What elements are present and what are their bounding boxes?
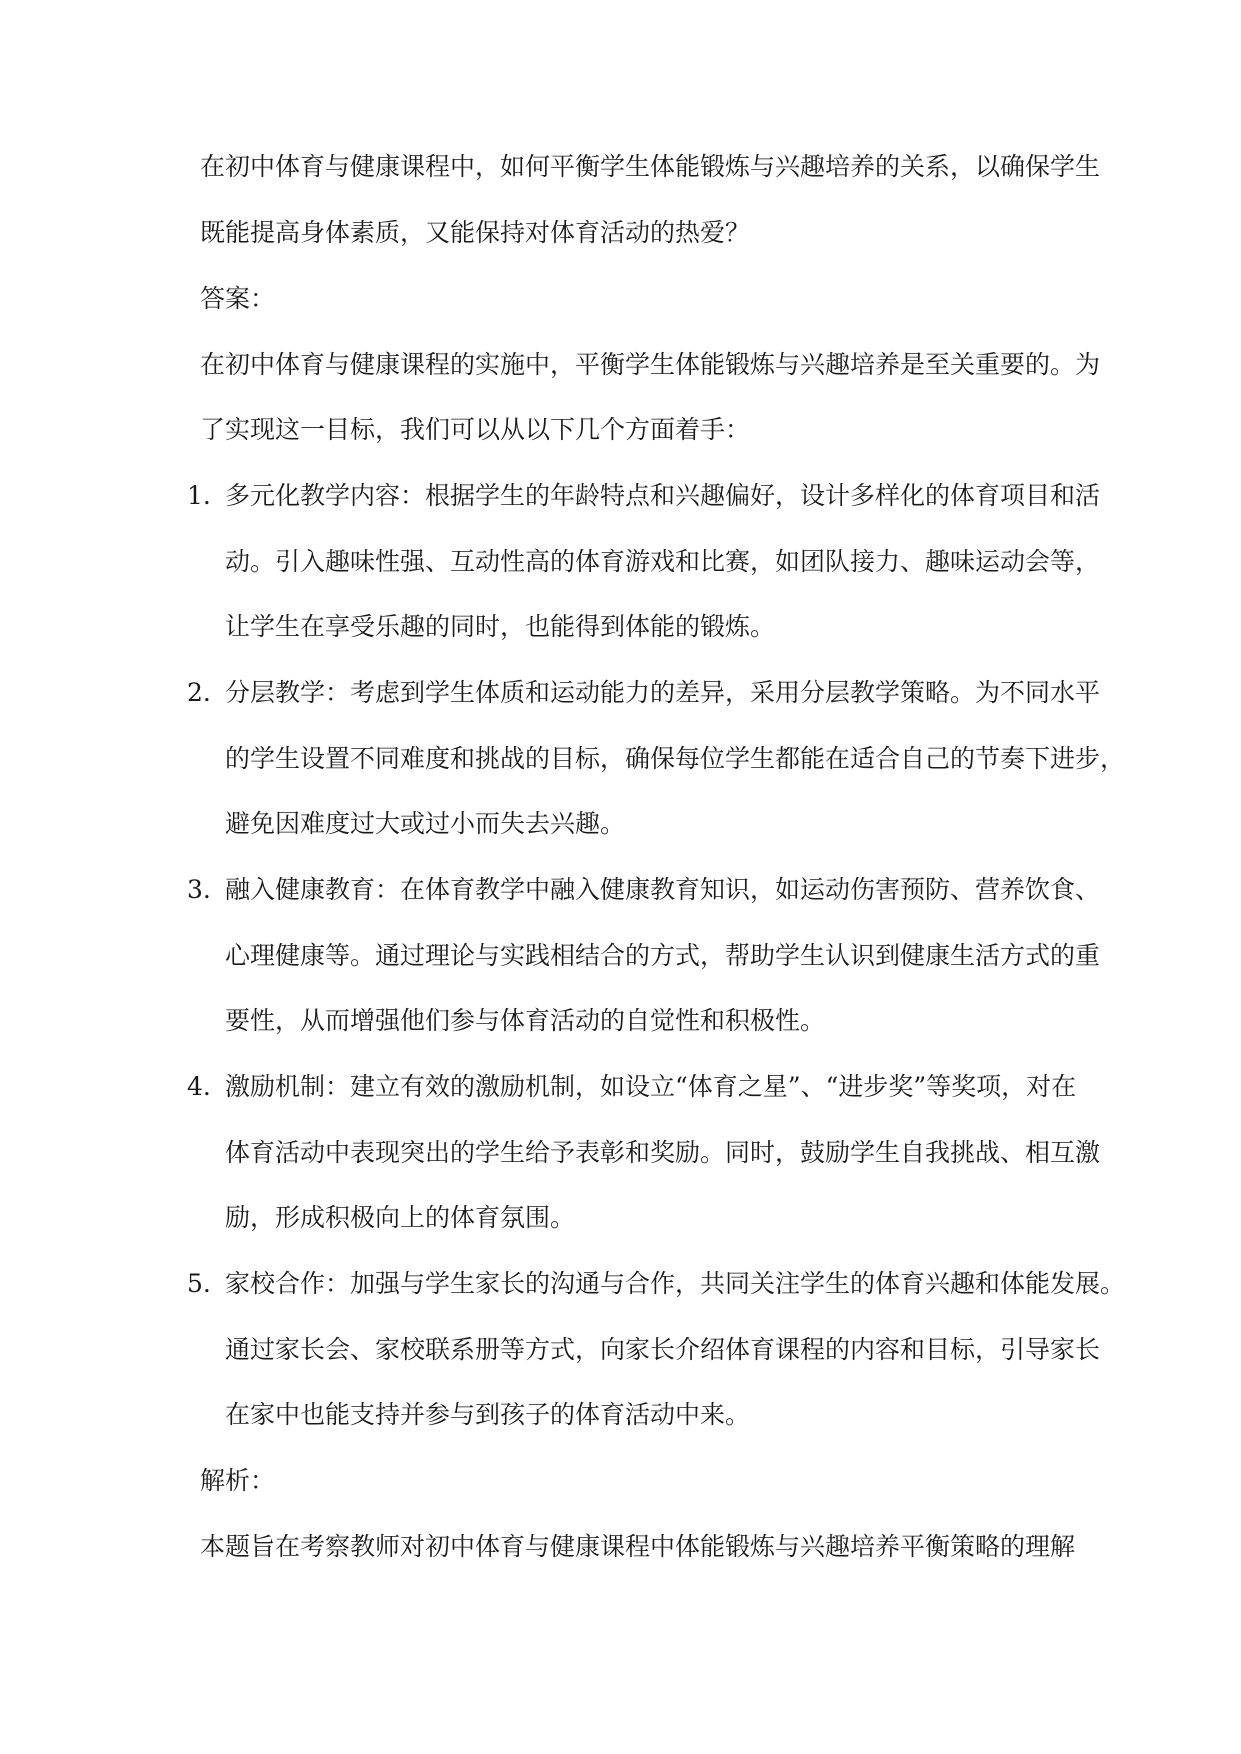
list-item-2-line-3: 避免因难度过大或过小而失去兴趣。 (225, 809, 626, 838)
list-item-3-line-3: 要性，从而增强他们参与体育活动的自觉性和积极性。 (225, 1006, 826, 1035)
analysis-line-1: 本题旨在考察教师对初中体育与健康课程中体能锻炼与兴趣培养平衡策略的理解 (200, 1532, 1076, 1561)
intro-line-1: 在初中体育与健康课程的实施中，平衡学生体能锻炼与兴趣培养是至关重要的。为 (200, 350, 1101, 379)
list-item-1-line-3: 让学生在享受乐趣的同时，也能得到体能的锻炼。 (225, 612, 776, 641)
answer-label: 答案： (200, 284, 276, 313)
list-item-number-2: 2. (187, 678, 211, 707)
list-item-4-line-1: 激励机制：建立有效的激励机制，如设立“体育之星”、“进步奖”等奖项，对在 (225, 1072, 1077, 1101)
list-item-number-5: 5. (187, 1269, 211, 1298)
list-item-1-line-1: 多元化教学内容：根据学生的年龄特点和兴趣偏好，设计多样化的体育项目和活 (225, 481, 1101, 510)
question-line-2: 既能提高身体素质，又能保持对体育活动的热爱？ (200, 218, 751, 247)
list-item-3-line-1: 融入健康教育：在体育教学中融入健康教育知识，如运动伤害预防、营养饮食、 (225, 875, 1101, 904)
list-item-5-line-3: 在家中也能支持并参与到孩子的体育活动中来。 (225, 1400, 751, 1429)
analysis-label: 解析： (200, 1466, 276, 1495)
list-item-number-4: 4. (187, 1072, 211, 1101)
question-line-1: 在初中体育与健康课程中，如何平衡学生体能锻炼与兴趣培养的关系，以确保学生 (200, 152, 1101, 181)
list-item-2-line-2: 的学生设置不同难度和挑战的目标，确保每位学生都能在适合自己的节奏下进步， (225, 744, 1126, 773)
list-item-number-1: 1. (187, 481, 211, 510)
list-item-4-line-3: 励，形成积极向上的体育氛围。 (225, 1203, 576, 1232)
list-item-3-line-2: 心理健康等。通过理论与实践相结合的方式，帮助学生认识到健康生活方式的重 (225, 941, 1101, 970)
list-item-number-3: 3. (187, 875, 211, 904)
list-item-1-line-2: 动。引入趣味性强、互动性高的体育游戏和比赛，如团队接力、趣味运动会等， (225, 547, 1101, 576)
list-item-2-line-1: 分层教学：考虑到学生体质和运动能力的差异，采用分层教学策略。为不同水平 (225, 678, 1101, 707)
list-item-5-line-2: 通过家长会、家校联系册等方式，向家长介绍体育课程的内容和目标，引导家长 (225, 1335, 1101, 1364)
list-item-5-line-1: 家校合作：加强与学生家长的沟通与合作，共同关注学生的体育兴趣和体能发展。 (225, 1269, 1126, 1298)
list-item-4-line-2: 体育活动中表现突出的学生给予表彰和奖励。同时，鼓励学生自我挑战、相互激 (225, 1138, 1101, 1167)
intro-line-2: 了实现这一目标，我们可以从以下几个方面着手： (200, 415, 751, 444)
